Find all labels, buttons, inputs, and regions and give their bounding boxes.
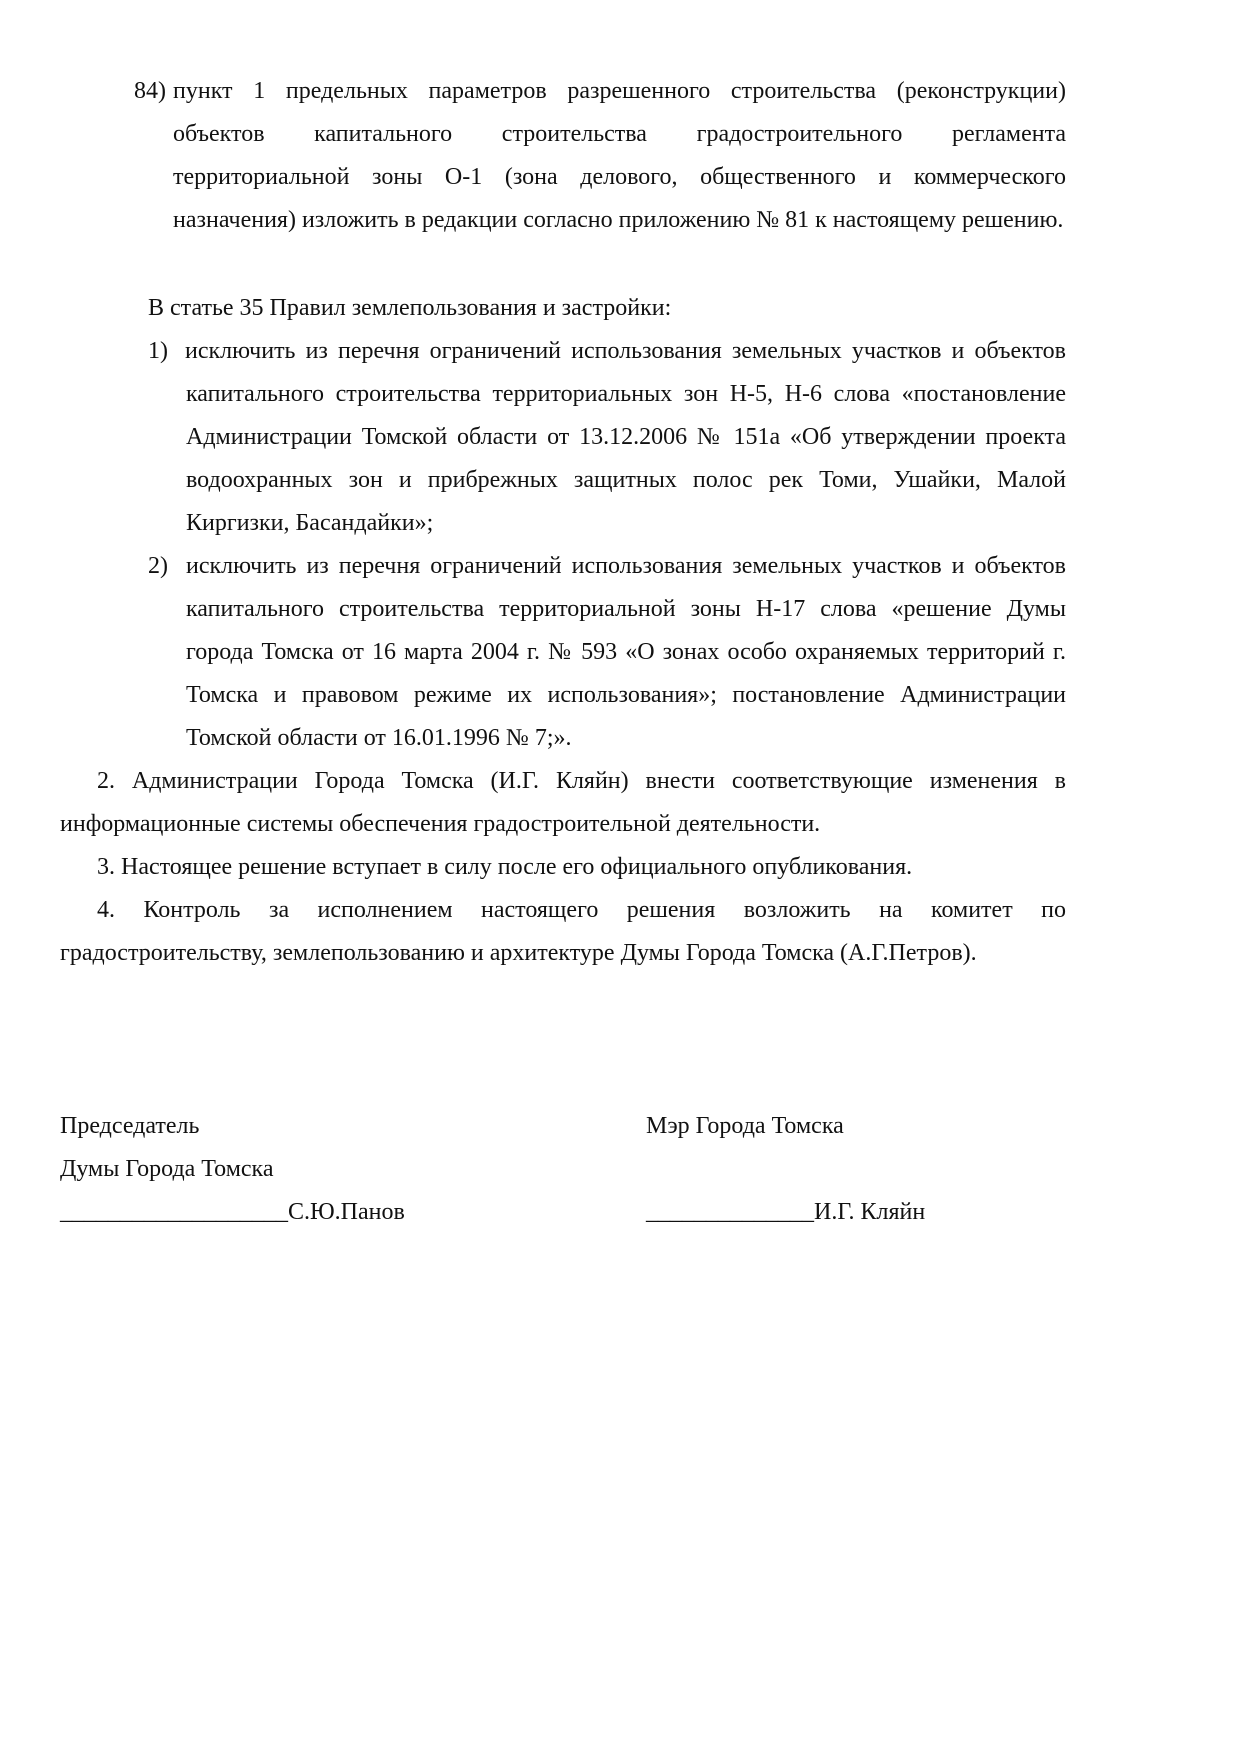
mayor-signature-line: ______________	[646, 1199, 814, 1225]
mayor-title: Мэр Города Томска	[646, 1113, 844, 1139]
point-2	[60, 760, 1066, 846]
chairman-signature-line: ___________________	[60, 1199, 288, 1225]
article-35-item-2	[186, 545, 1066, 760]
article-35-intro: В статье 35 Правил землепользования и застройки:	[148, 295, 672, 321]
point-2-text: 2. Администрации Города Томска (И.Г. Кляйн) внести соответствующие изменения в информационные системы обеспечения градостроительной деятельности.	[60, 768, 1066, 837]
item-84	[173, 70, 1066, 242]
chairman-title: Председатель	[60, 1113, 200, 1139]
article-35-item-2-number: 2)	[148, 553, 168, 579]
chairman-signature	[60, 1191, 405, 1234]
item-84-number: 84)	[134, 78, 166, 104]
point-3	[60, 846, 1066, 889]
article-35-item-1-number: 1)	[148, 338, 168, 364]
article-35-item-1-text: исключить из перечня ограничений использования земельных участков и объектов капитального строительства территориальных зон Н-5, Н-6 слова «постановление Администрации Томской области от 13.12.2006 № 151а «Об утверждении проекта водоохранных зон и прибрежных защитных полос рек Томи, Ушайки, Малой Киргизки, Басандайки»;	[185, 338, 1066, 536]
chairman-name: С.Ю.Панов	[288, 1199, 405, 1225]
article-35-item-1	[186, 330, 1066, 545]
item-84-text: пункт 1 предельных параметров разрешенного строительства (реконструкции) объектов капитального строительства градостроительного регламента территориальной зоны О-1 (зона делового, общественного и коммерческого назначения) изложить в редакции согласно приложению № 81 к настоящему решению.	[173, 78, 1066, 233]
mayor-name: И.Г. Кляйн	[814, 1199, 926, 1225]
article-35-item-2-text: исключить из перечня ограничений использования земельных участков и объектов капитального строительства территориальной зоны Н-17 слова «решение Думы города Томска от 16 марта 2004 г. № 593 «О зонах особо охраняемых территорий г. Томска и правовом режиме их использования»; постановление Администрации Томской области от 16.01.1996 № 7;».	[186, 553, 1066, 751]
mayor-signature	[646, 1191, 925, 1234]
point-4	[60, 889, 1066, 975]
point-4-text: 4. Контроль за исполнением настоящего решения возложить на комитет по градостроительству, землепользованию и архитектуре Думы Города Томска (А.Г.Петров).	[60, 897, 1066, 966]
chairman-title-duma: Думы Города Томска	[60, 1156, 274, 1182]
point-3-text: 3. Настоящее решение вступает в силу после его официального опубликования.	[97, 854, 913, 880]
